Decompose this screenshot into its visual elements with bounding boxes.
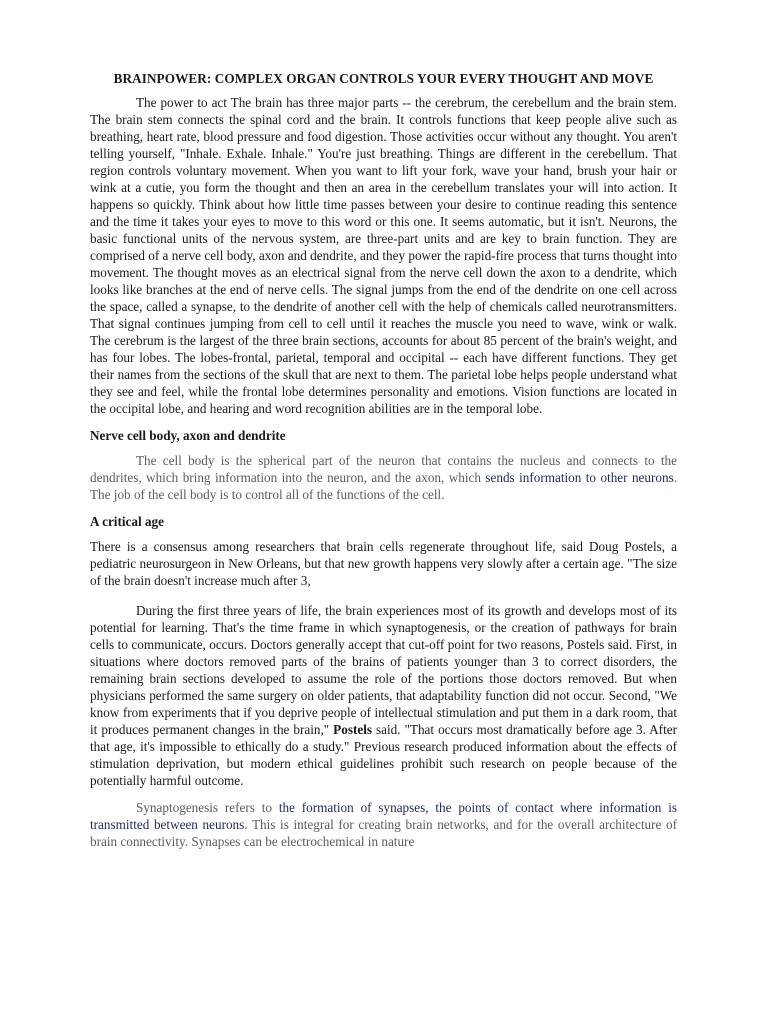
synaptogenesis-paragraph — [90, 799, 677, 850]
synaptogenesis-term: Synaptogenesis — [136, 800, 219, 815]
critical-age-paragraph-2 — [90, 602, 677, 789]
synaptogenesis-text-a: refers to — [218, 800, 279, 815]
formation-of-synapses-link[interactable]: the formation of synapses, the points of contact where information is transmitted between neurons — [90, 800, 677, 832]
para2-text-a: During the first three years of life, the brain experiences most of its growth and develops most of its potential for learning. That's the time frame in which synaptogenesis, or the creation of pathways for brain cells to communicate, occurs. Doctors generally accept that cut-off point for two reasons, Postels said. First, in situations where doctors removed parts of the brains of patients younger than 3 to correct disorders, the remaining brain sections developed to assume the role of the portions those doctors removed. But when physicians performed the same surgery on older patients, that adaptability function did not occur. Second, "We know from experiments that if you deprive people of intellectual stimulation and put them in a dark room, that it produces permanent changes in the brain," — [90, 603, 677, 737]
intro-paragraph: The power to act The brain has three major parts -- the cerebrum, the cerebellum and the brain stem. The brain stem connects the spinal cord and the brain. It controls functions that keep people alive such as breathing, heart rate, blood pressure and food digestion. Those activities occur without any thought. You aren't telling yourself, "Inhale. Exhale. Inhale." You're just breathing. Things are different in the cerebellum. That region controls voluntary movement. When you want to lift your fork, wave your hand, brush your hair or wink at a cutie, you form the thought and then an area in the cerebellum translates your will into action. It happens so quickly. Think about how little time passes between your desire to continue reading this sentence and the time it takes your eyes to move to this word or this one. It seems automatic, but it isn't. Neurons, the basic functional units of the nervous system, are three-part units and are key to brain function. They are comprised of a nerve cell body, axon and dendrite, and they power the rapid-fire process that turns thought into movement. The thought moves as an electrical signal from the nerve cell down the axon to a dendrite, which looks like branches at the end of nerve cells. The signal jumps from the end of the dendrite on one cell across the space, called a synapse, to the dendrite of another cell with the help of chemicals called neurotransmitters. That signal continues jumping from cell to cell until it reaches the muscle you need to wave, wink or walk. The cerebrum is the largest of the three brain sections, accounts for about 85 percent of the brain's weight, and has four lobes. The lobes-frontal, parietal, temporal and occipital -- each have different functions. They get their names from the sections of the skull that are next to them. The parietal lobe helps people understand what they see and feel, while the frontal lobe determines personality and emotions. Vision functions are located in the occipital lobe, and hearing and word recognition abilities are in the temporal lobe. — [90, 95, 677, 416]
synaptogenesis-text-b: . This is integral for creating brain networks, and for the overall architecture of brain connectivity. Synapses can be electrochemical in nature — [90, 817, 677, 849]
para2-text-b: said. "That occurs most dramatically before age 3. After that age, it's impossible to ethically do a study." Previous research produced information about the effects of stimulation deprivation, but modern ethical guidelines prohibit such research on people because of the potentially harmful outcome. — [90, 722, 677, 788]
critical-age-paragraph-1: There is a consensus among researchers that brain cells regenerate throughout life, said Doug Postels, a pediatric neurosurgeon in New Orleans, but that new growth happens very slowly after a certain age. "The size of the brain doesn't increase much after 3, — [90, 539, 677, 588]
nerve-cell-paragraph — [90, 452, 677, 503]
section-heading-nerve-cell: Nerve cell body, axon and dendrite — [90, 428, 286, 443]
section-heading-critical-age: A critical age — [90, 514, 164, 529]
postels-bold-text: Postels — [333, 722, 372, 737]
nerve-cell-text-b: . The job of the cell body is to control all of the functions of the cell. — [90, 470, 677, 502]
sends-information-link[interactable]: sends information to other neurons — [485, 470, 674, 485]
nerve-cell-text-a: The cell body is the spherical part of the neuron that contains the nucleus and connects to the dendrites, which bring information into the neuron, and the axon, which — [90, 453, 677, 485]
document-title: BRAINPOWER: COMPLEX ORGAN CONTROLS YOUR EVERY THOUGHT AND MOVE — [113, 71, 654, 86]
